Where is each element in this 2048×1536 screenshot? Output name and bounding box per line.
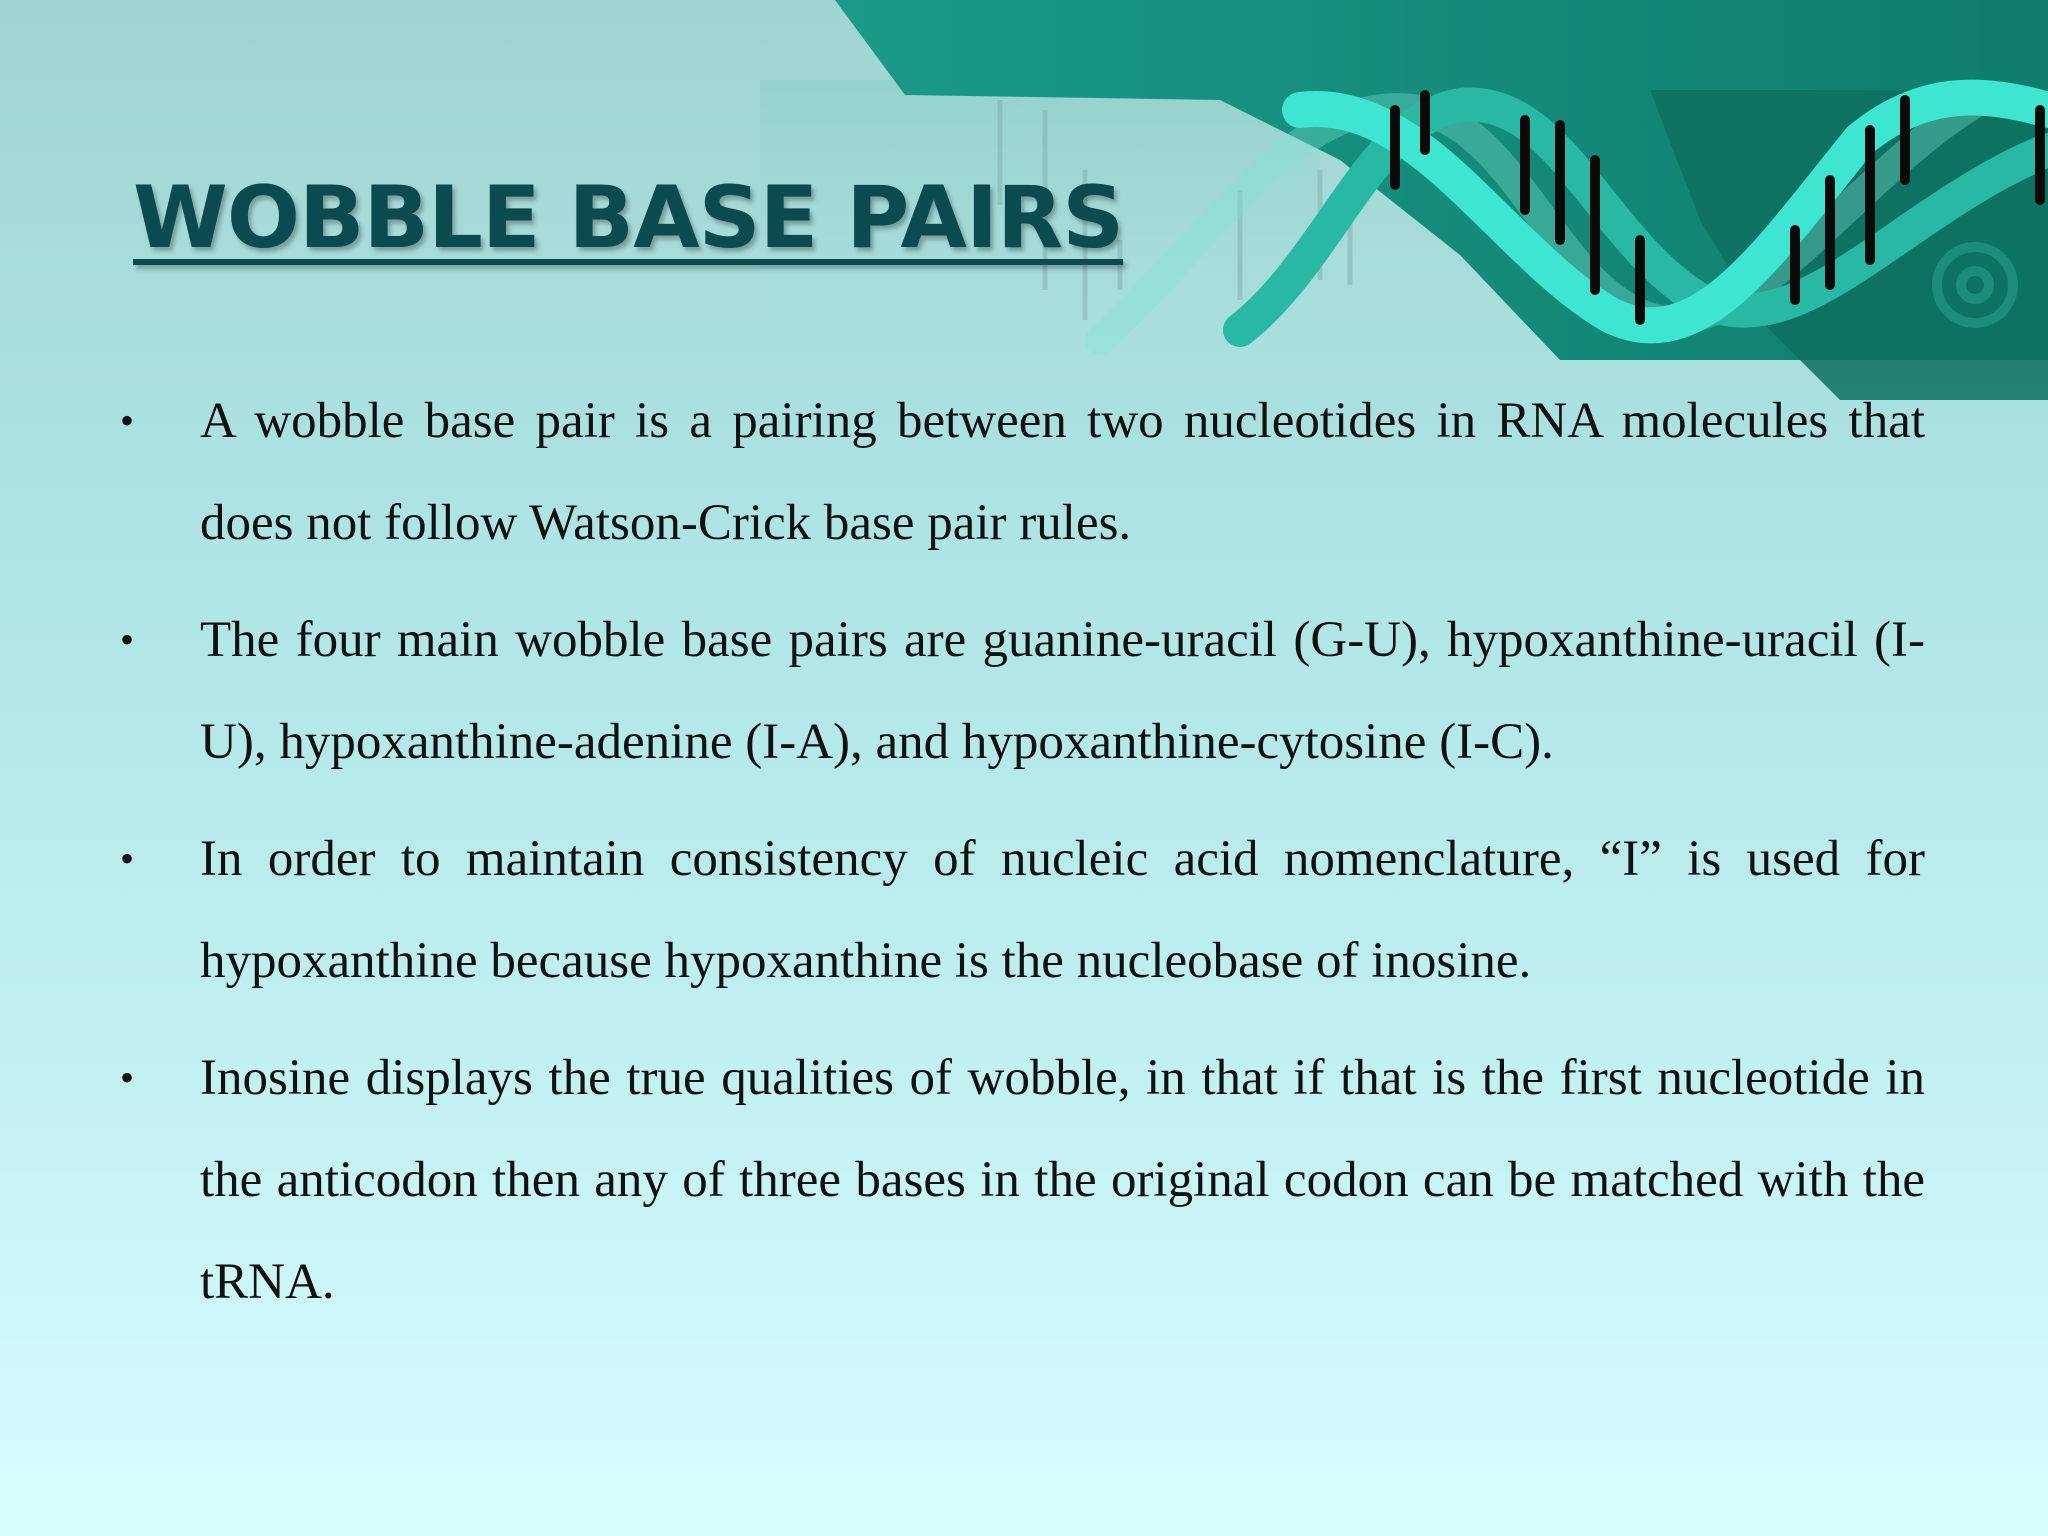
bullet-text: The four main wobble base pairs are guanine-uracil (G-U), hypoxanthine-uracil (I-U), hypoxanthine-adenine (I-A), and hypoxanthine-cytosine (I-C). bbox=[200, 612, 1925, 770]
bullet-item bbox=[120, 589, 1925, 793]
bullet-text: In order to maintain consistency of nucleic acid nomenclature, “I” is used for hypoxanthine because hypoxanthine is the nucleobase of inosine. bbox=[200, 831, 1925, 989]
bullet-dot-icon: • bbox=[120, 836, 135, 881]
bullet-dot-icon: • bbox=[120, 1055, 135, 1100]
bullet-dot-icon: • bbox=[120, 398, 135, 443]
page-title: WOBBLE BASE PAIRS bbox=[133, 168, 1124, 268]
bullet-dot-icon: • bbox=[120, 617, 135, 662]
bullet-text: A wobble base pair is a pairing between two nucleotides in RNA molecules that does not follow Watson-Crick base pair rules. bbox=[200, 393, 1925, 551]
bullet-item bbox=[120, 808, 1925, 1012]
bullet-text: Inosine displays the true qualities of wobble, in that if that is the first nucleotide in the anticodon then any of three bases in the original codon can be matched with the tRNA. bbox=[200, 1050, 1925, 1310]
bullet-item bbox=[120, 370, 1925, 574]
bullet-list bbox=[120, 370, 1925, 1348]
bullet-item bbox=[120, 1027, 1925, 1333]
